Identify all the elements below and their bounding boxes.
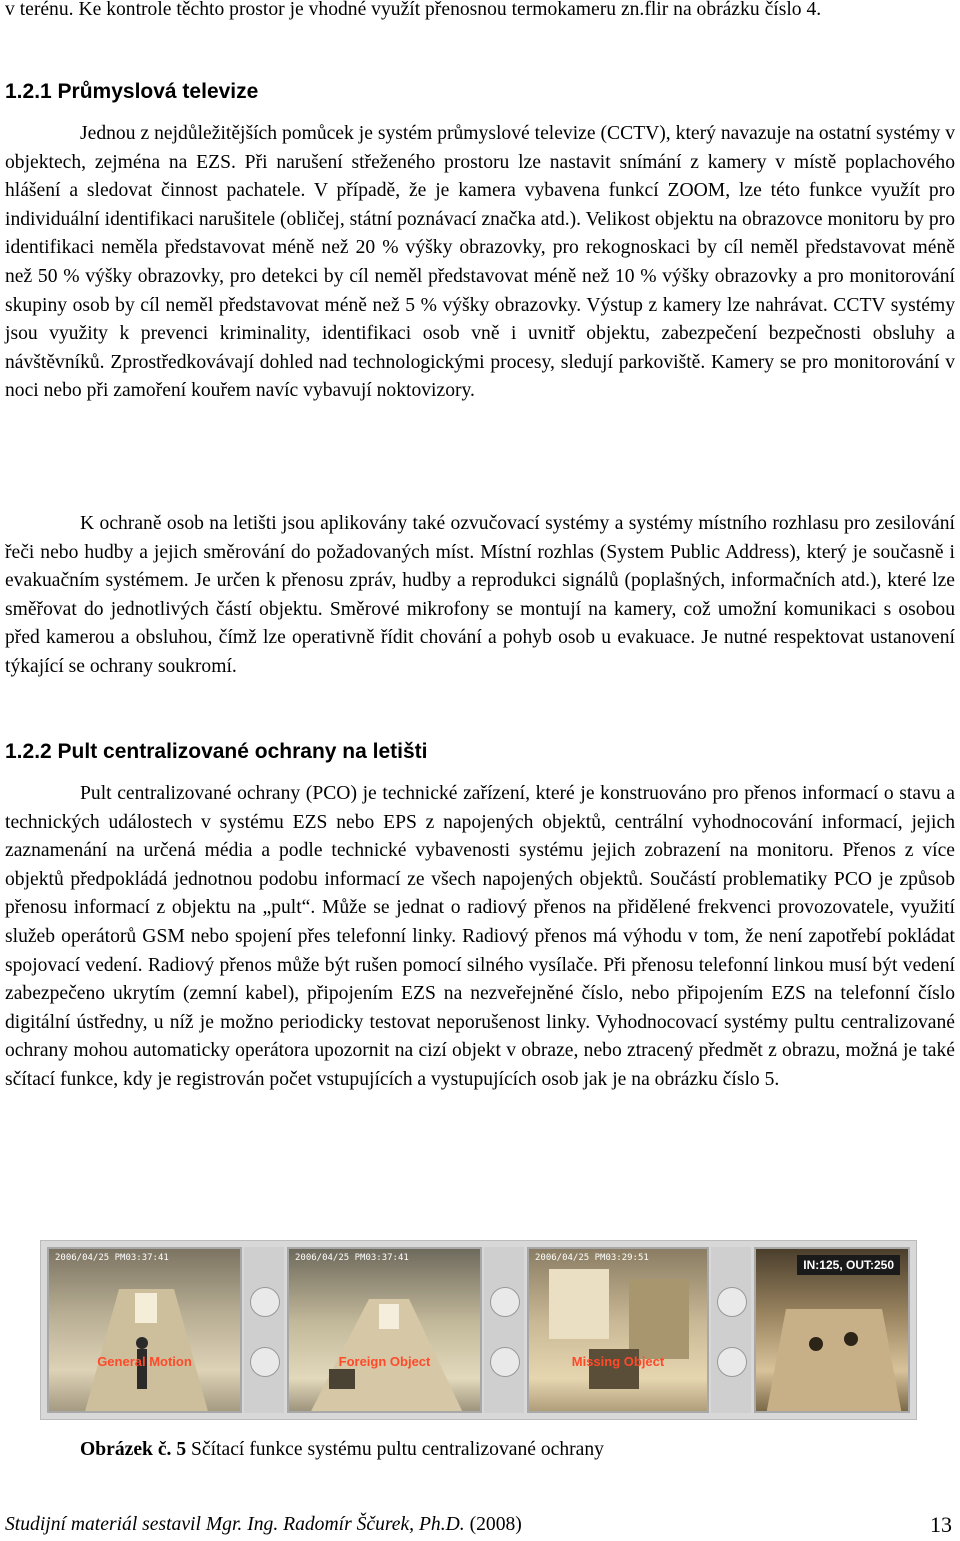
ptz-control-panel[interactable]: [711, 1247, 751, 1413]
ptz-dial-icon[interactable]: [717, 1287, 747, 1317]
people-counter: IN:125, OUT:250: [797, 1255, 900, 1275]
ptz-control-panel[interactable]: [484, 1247, 524, 1413]
section1-paragraph-1: Jednou z nejdůležitějších pomůcek je systém průmyslové televize (CCTV), který navazuje na ostatní systémy v objektech, zejména na EZS. Při narušení střeženého prostoru lze nastavit snímání z kamery v místě poplachového hlášení a sledovat činnost pachatele. V případě, že je kamera vybavena funkcí ZOOM, lze této funkce využít pro individuální identifikaci narušitele (obličej, státní poznávací značka atd.). Velikost objektu na obrazovce monitoru by pro identifikaci neměla představovat méně než 20 % výšky obrazovky, pro rekognoskaci by cíl neměl představovat méně než 50 % výšky obrazovky, pro detekci by cíl neměl představovat méně než 10 % výšky obrazovky a pro monitorování skupiny osob by cíl neměl představovat méně než 5 % výšky obrazovky. Výstup z kamery lze nahrávat. CCTV systémy jsou využity k prevenci kriminality, identifikaci osob vně i uvnitř objektu, zabezpečení bezpečnosti obsluhy a návštěvníků. Zprostředkovávají dohled nad technologickými procesy, sledují parkoviště. Kamery se pro monitorování v noci nebo při zamoření kouřem navíc vybavují noktovizory.: [5, 123, 955, 402]
ptz-dial-icon[interactable]: [250, 1287, 280, 1317]
camera-view-escalator: [754, 1247, 910, 1413]
section2-paragraph-1: Pult centralizované ochrany (PCO) je technické zařízení, které je konstruováno pro přenos informací o stavu a technických událostech v systému EZS nebo EPS z napojených objektů, centrální vyhodnocování informací, jejich zaznamenání na určená média a podle technické vybavenosti systému jejich zobrazení na monitoru. Přenos z více objektů předpokládá jednotnou podobu informací ze všech napojených objektů. Součástí problematiky PCO je způsob přenosu informací z objektu na „pult“. Může se jednat o radiový přenos na přidělené frekvenci provozovatele, využití služeb operátorů GSM nebo spojení přes telefonní linky. Radiový přenos má výhodu v tom, že není zapotřebí pokládat spojovací vedení. Radiový přenos může být rušen pomocí silného vysílače. Při přenosu telefonní linkou musí být vedení zabezpečeno ukrytím (zemní kabel), připojením EZS na nezveřejněné číslo, nebo připojením EZS na telefonní číslo digitální ústředny, u níž je možno periodicky testovat neporušenost linky. Vyhodnocovací systémy pultu centralizované ochrany mohou automaticky operátora upozornit na cizí objekt v obraze, nebo ztracený předmět z obrazu, možná je také sčítací funkce, kdy je registrován počet vstupujících a vystupujících osob jak je na obrázku číslo 5.: [5, 783, 955, 1090]
camera-timestamp: 2006/04/25 PM03:29:51: [535, 1253, 649, 1263]
camera-timestamp: 2006/04/25 PM03:37:41: [55, 1253, 169, 1263]
ptz-dial-icon[interactable]: [490, 1287, 520, 1317]
ptz-dial-icon[interactable]: [250, 1347, 280, 1377]
corridor-scene-icon: [49, 1249, 242, 1413]
camera-view-corridor: [47, 1247, 242, 1413]
ptz-control-panel[interactable]: [244, 1247, 284, 1413]
camera-view-hallway: [287, 1247, 482, 1413]
figure-caption-label: Obrázek č. 5: [80, 1439, 187, 1460]
camera-timestamp: 2006/04/25 PM03:37:41: [295, 1253, 409, 1263]
cctv-screenshot-figure: [40, 1240, 917, 1420]
intro-paragraph: v terénu. Ke kontrole těchto prostor je vhodné využít přenosnou termokameru zn.flir na obrázku číslo 4.: [5, 0, 822, 20]
room-scene-icon: [529, 1249, 709, 1413]
footer-year: (2008): [464, 1514, 522, 1535]
escalator-scene-icon: [756, 1249, 910, 1413]
event-label: General Motion: [97, 1354, 192, 1369]
figure-caption-text: Sčítací funkce systému pultu centralizované ochrany: [186, 1439, 604, 1460]
event-label: Foreign Object: [338, 1354, 431, 1369]
hallway-scene-icon: [289, 1249, 482, 1413]
section-heading-1-2-1: 1.2.1 Průmyslová televize: [5, 80, 259, 103]
section-heading-1-2-2: 1.2.2 Pult centralizované ochrany na letišti: [5, 740, 428, 763]
ptz-dial-icon[interactable]: [717, 1347, 747, 1377]
camera-view-room: [527, 1247, 709, 1413]
page-number: 13: [930, 1512, 952, 1537]
event-label: Missing Object: [571, 1354, 665, 1369]
footer-author-name: Studijní materiál sestavil Mgr. Ing. Radomír Ščurek, Ph.D.: [5, 1514, 465, 1535]
section1-paragraph-2: K ochraně osob na letišti jsou aplikovány také ozvučovací systémy a systémy místního rozhlasu pro zesilování řeči nebo hudby a jejich směrování do požadovaných míst. Místní rozhlas (System Public Address), který je současně i evakuačním systémem. Je určen k přenosu zpráv, hudby a reprodukci signálů (poplašných, informačních atd.), které lze směřovat do jednotlivých částí objektu. Směrové mikrofony se montují na kamery, což umožní komunikaci s osobou před kamerou a obsluhou, čímž lze operativně řídit chování a pohyb osob u evakuace. Je nutné respektovat ustanovení týkající se ochrany soukromí.: [5, 513, 955, 677]
ptz-dial-icon[interactable]: [490, 1347, 520, 1377]
figure-caption: [80, 1436, 604, 1464]
footer-author: [5, 1514, 522, 1536]
